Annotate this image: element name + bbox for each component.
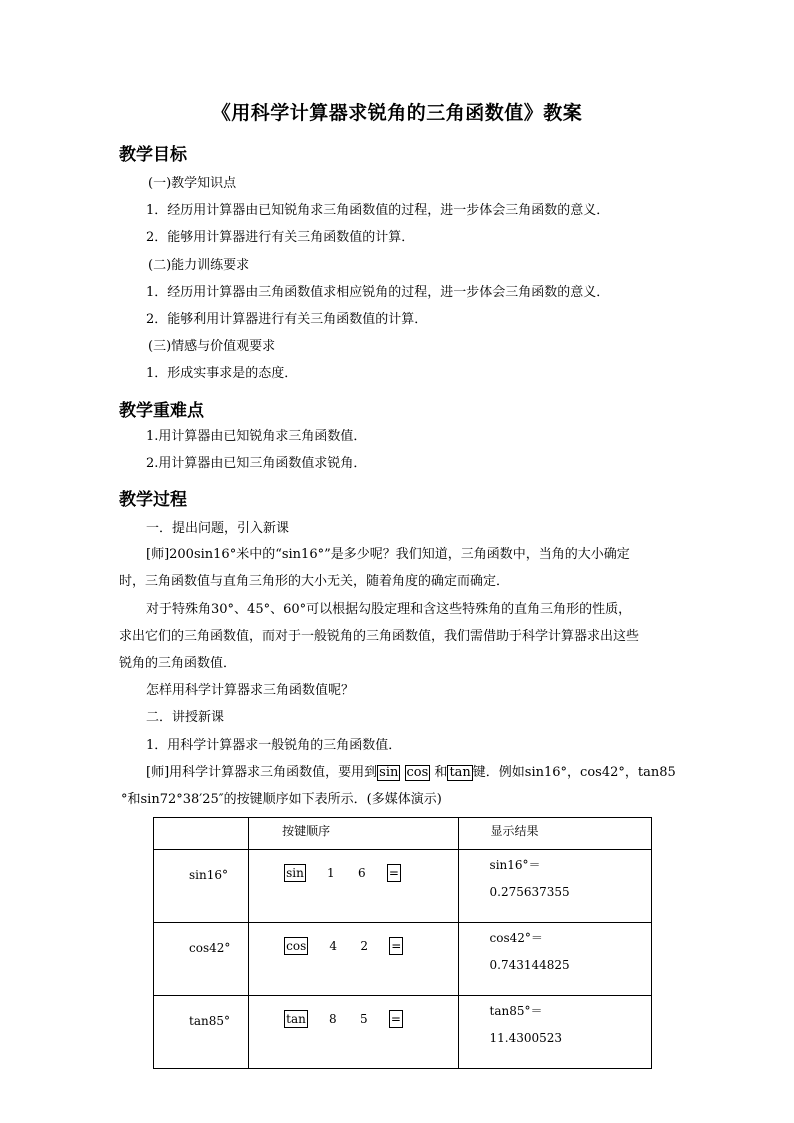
process-step-2: 二．讲授新课 [146, 710, 225, 725]
document-title: 《用科学计算器求锐角的三角函数值》教案 [211, 102, 583, 124]
paragraph-line: 求出它们的三角函数值，而对于一般锐角的三角函数值，我们需借助于科学计算器求出这些 [119, 629, 640, 644]
paragraph-line: °和sin72°38′25″的按键顺序如下表所示．(多媒体演示) [121, 792, 442, 807]
paragraph-line: 时，三角函数值与直角三角形的大小无关，随着角度的确定而确定． [119, 574, 510, 589]
goal-line: 2．能够用计算器进行有关三角函数值的计算． [146, 230, 415, 245]
key-sequence-table [153, 817, 652, 1069]
table-header-row [154, 818, 652, 850]
row-label: cos42° [154, 923, 249, 996]
digit-key: 2 [360, 939, 369, 953]
result-expression: tan85°＝ [489, 1004, 543, 1018]
heading-process: 教学过程 [119, 490, 187, 510]
paragraph-text: 和 [434, 765, 448, 780]
key-sequence [249, 850, 458, 923]
tan-key-icon: tan [449, 765, 471, 780]
equals-key-icon: = [388, 866, 399, 880]
digit-key: 4 [329, 939, 338, 953]
process-substep: 1．用科学计算器求一般锐角的三角函数值． [146, 738, 402, 753]
result-cell [458, 996, 651, 1069]
table-row [154, 850, 652, 923]
result-value: 0.275637355 [489, 885, 570, 899]
key-sequence [249, 996, 458, 1069]
goal-line: (一)教学知识点 [148, 176, 237, 191]
key-point-line: 1.用计算器由已知锐角求三角函数值． [146, 429, 367, 444]
paragraph-line: 对于特殊角30°、45°、60°可以根据勾股定理和含这些特殊角的直角三角形的性质， [146, 602, 632, 617]
table-header-cell [154, 818, 249, 850]
process-step-1: 一．提出问题，引入新课 [146, 521, 290, 536]
goal-line: 1．经历用计算器由三角函数值求相应锐角的过程，进一步体会三角函数的意义． [146, 285, 610, 300]
result-expression: sin16°＝ [489, 858, 541, 872]
digit-key: 1 [327, 866, 335, 880]
result-cell [458, 923, 651, 996]
row-label: sin16° [154, 850, 249, 923]
paragraph-line: 锐角的三角函数值． [119, 656, 237, 671]
goal-line: 1．形成实事求是的态度． [146, 366, 298, 381]
digit-key: 5 [360, 1012, 368, 1026]
key-sequence [249, 923, 458, 996]
sin-key-icon: sin [286, 866, 304, 880]
result-expression: cos42°＝ [489, 931, 543, 945]
goal-line: (三)情感与价值观要求 [148, 339, 276, 354]
result-value: 0.743144825 [489, 958, 570, 972]
paragraph-line: 怎样用科学计算器求三角函数值呢？ [146, 683, 355, 698]
cos-key-icon: cos [286, 939, 307, 953]
result-value: 11.4300523 [489, 1031, 563, 1045]
key-point-line: 2.用计算器由已知三角函数值求锐角． [146, 456, 367, 471]
equals-key-icon: = [390, 1012, 401, 1026]
goal-line: 1．经历用计算器由已知锐角求三角函数值的过程，进一步体会三角函数的意义． [146, 203, 610, 218]
goal-line: 2．能够利用计算器进行有关三角函数值的计算． [146, 312, 428, 327]
table-header-cell: 显示结果 [458, 818, 651, 850]
digit-key: 8 [329, 1012, 337, 1026]
paragraph-text: [师]用科学计算器求三角函数值，要用到 [146, 765, 378, 780]
table-row [154, 996, 652, 1069]
paragraph-line [146, 765, 676, 781]
goal-line: (二)能力训练要求 [148, 258, 250, 273]
row-label: tan85° [154, 996, 249, 1069]
digit-key: 6 [358, 866, 366, 880]
table-row [154, 923, 652, 996]
equals-key-icon: = [391, 939, 402, 953]
heading-goals: 教学目标 [119, 145, 187, 165]
cos-key-icon: cos [406, 765, 429, 780]
table-header-cell: 按键顺序 [249, 818, 458, 850]
paragraph-line: [师]200sin16°米中的“sin16°”是多少呢？我们知道，三角函数中，当角的大小确定 [146, 547, 630, 562]
tan-key-icon: tan [286, 1012, 306, 1026]
paragraph-text: 键．例如sin16°，cos42°，tan85 [472, 765, 676, 780]
sin-key-icon: sin [379, 765, 399, 780]
result-cell [458, 850, 651, 923]
heading-key-points: 教学重难点 [119, 401, 204, 421]
